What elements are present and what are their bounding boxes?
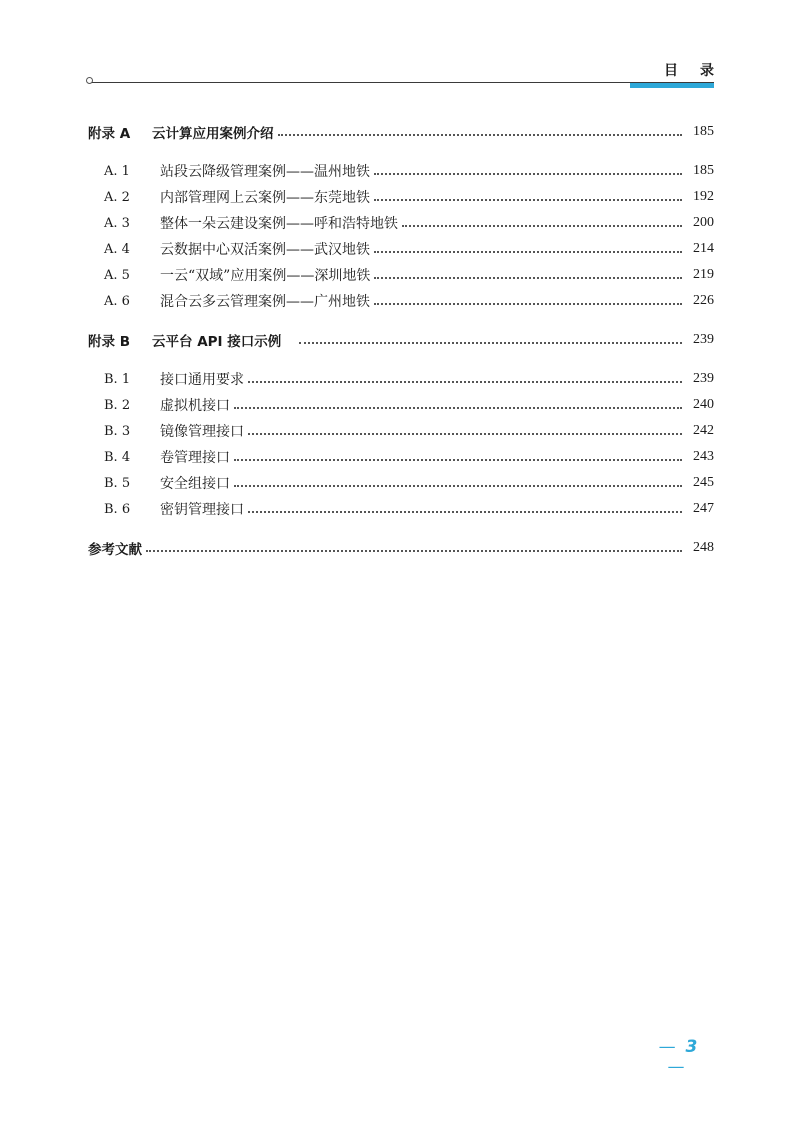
toc-entry-title: 安全组接口 [160, 476, 230, 492]
toc-entry-page: 200 [693, 215, 714, 230]
toc-entry-title: 站段云降级管理案例——温州地铁 [160, 164, 370, 180]
dot-leader [248, 379, 682, 383]
page-number-dash-right: — [667, 1057, 685, 1077]
dot-leader [278, 132, 683, 136]
toc-entry-number: A. 1 [104, 163, 130, 179]
toc-entry-number: B. 2 [104, 397, 131, 413]
dot-leader [374, 197, 682, 201]
dot-leader [146, 548, 682, 552]
toc-entry-a5[interactable] [88, 264, 714, 286]
toc-entry-page: 245 [693, 475, 714, 490]
toc-entry-number: B. 5 [104, 475, 131, 491]
toc-entry-b6[interactable] [88, 498, 714, 520]
toc-entry-title: 云计算应用案例介绍 [152, 126, 274, 142]
toc-entry-number: B. 1 [104, 371, 131, 387]
toc-entry-a3[interactable] [88, 212, 714, 234]
toc-entry-title: 卷管理接口 [160, 450, 230, 466]
toc-entry-title: 云平台 API 接口示例 [152, 334, 282, 350]
page-number-value: 3 [685, 1037, 698, 1057]
toc-entry-b2[interactable] [88, 394, 714, 416]
dot-leader [234, 457, 682, 461]
toc-entry-page: 214 [693, 241, 714, 256]
toc-entry-b4[interactable] [88, 446, 714, 468]
toc-entry-page: 247 [693, 501, 714, 516]
toc-entry-b3[interactable] [88, 420, 714, 442]
dot-leader [374, 301, 682, 305]
header-accent-bar [630, 83, 714, 88]
toc-entry-page: 185 [693, 124, 714, 139]
toc-entry-title: 密钥管理接口 [160, 502, 244, 518]
toc-entry-b5[interactable] [88, 472, 714, 494]
toc-entry-title: 接口通用要求 [160, 372, 244, 388]
toc-entry-a6[interactable] [88, 290, 714, 312]
toc-entry-title: 虚拟机接口 [160, 398, 230, 414]
dot-leader [234, 405, 682, 409]
toc-entry-title: 参考文献 [88, 542, 142, 558]
toc-entry-page: 242 [693, 423, 714, 438]
dot-leader [234, 483, 682, 487]
dot-leader [374, 249, 682, 253]
toc-entry-page: 239 [693, 371, 714, 386]
toc-entry-number: A. 6 [104, 293, 130, 309]
toc-entry-a4[interactable] [88, 238, 714, 260]
toc-entry-number: B. 6 [104, 501, 131, 517]
toc-entry-number: A. 2 [104, 189, 130, 205]
page-number [640, 1037, 712, 1077]
toc-entry-number: B. 3 [104, 423, 131, 439]
toc-entry-page: 226 [693, 293, 714, 308]
dot-leader [299, 340, 682, 344]
dot-leader [248, 431, 682, 435]
toc-entry-number: A. 4 [104, 241, 130, 257]
toc-entry-title: 混合云多云管理案例——广州地铁 [160, 294, 370, 310]
toc-entry-b1[interactable] [88, 368, 714, 390]
toc-entry-a2[interactable] [88, 186, 714, 208]
header-rule [92, 82, 714, 83]
toc-entry-title: 云数据中心双活案例——武汉地铁 [160, 242, 370, 258]
toc-entry-number: A. 5 [104, 267, 130, 283]
toc-entry-page: 192 [693, 189, 714, 204]
toc-entry-page: 239 [693, 332, 714, 347]
toc-entry-page: 240 [693, 397, 714, 412]
toc-entry-number: 附录 B [88, 334, 130, 350]
toc-entry-appendix-a[interactable] [88, 121, 714, 143]
dot-leader [248, 509, 682, 513]
toc-entry-page: 219 [693, 267, 714, 282]
toc-entry-number: B. 4 [104, 449, 131, 465]
toc-entry-title: 镜像管理接口 [160, 424, 244, 440]
dot-leader [402, 223, 682, 227]
toc-entry-page: 248 [693, 540, 714, 555]
page-number-dash-left: — [658, 1037, 676, 1057]
toc-entry-page: 243 [693, 449, 714, 464]
toc-entry-references[interactable] [88, 537, 714, 559]
dot-leader [374, 275, 682, 279]
toc-entry-a1[interactable] [88, 160, 714, 182]
toc-entry-title: 整体一朵云建设案例——呼和浩特地铁 [160, 216, 398, 232]
toc-entry-appendix-b[interactable] [88, 329, 714, 351]
toc-entry-title: 内部管理网上云案例——东莞地铁 [160, 190, 370, 206]
toc-entry-title: 一云“双域”应用案例——深圳地铁 [160, 268, 371, 284]
toc-entry-page: 185 [693, 163, 714, 178]
dot-leader [374, 171, 682, 175]
toc-entry-number: 附录 A [88, 126, 131, 142]
running-header-title: 目录 [664, 63, 736, 79]
toc-entry-number: A. 3 [104, 215, 130, 231]
